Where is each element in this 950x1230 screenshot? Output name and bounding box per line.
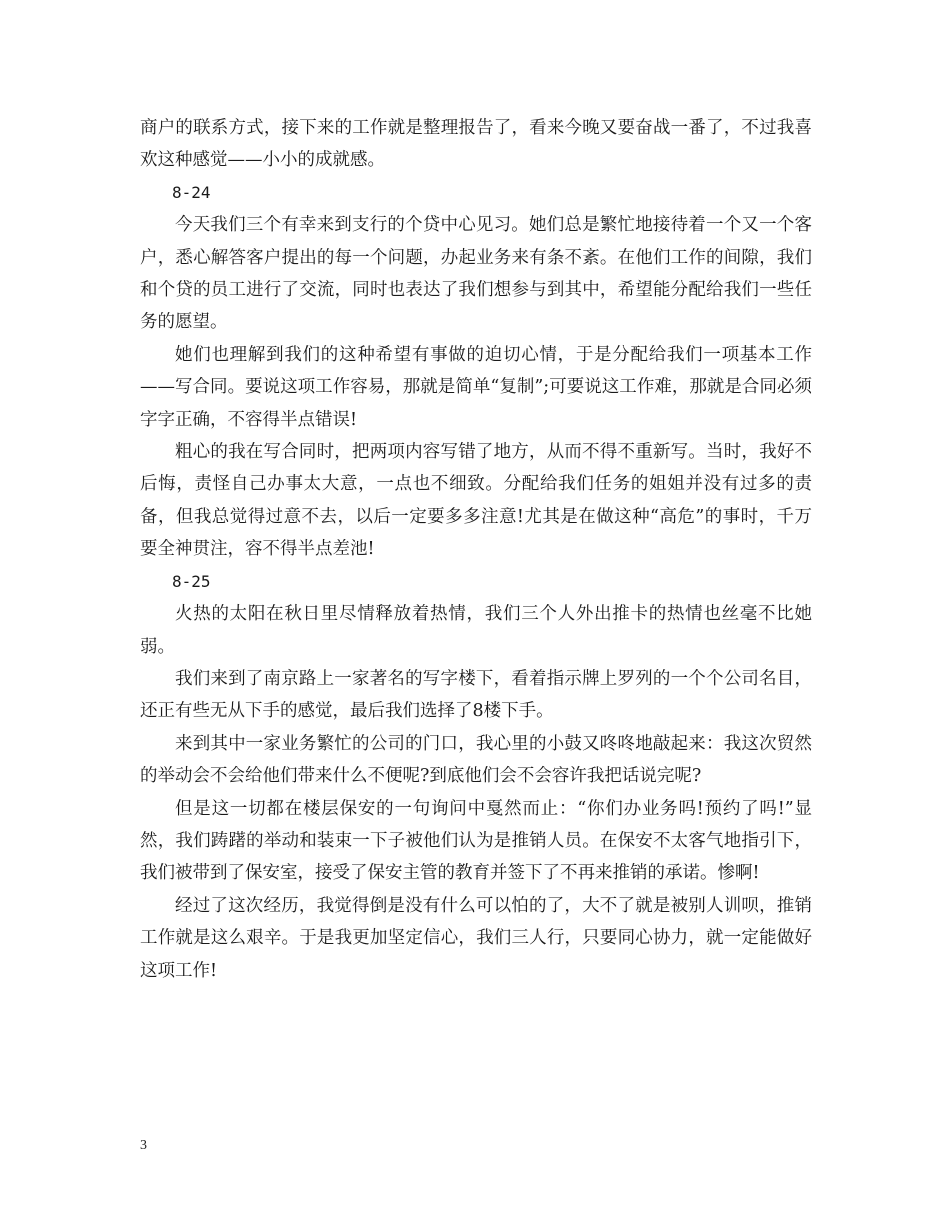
- page-number: 3: [140, 1138, 147, 1153]
- paragraph: 她们也理解到我们的这种希望有事做的迫切心情，于是分配给我们一项基本工作——写合同。要说这项工作容易，那就是简单“复制”;可要说这工作难，那就是合同必须字字正确，不容得半点错误!: [140, 344, 812, 430]
- date-heading: 8-25: [172, 571, 211, 591]
- document-body: [140, 112, 812, 987]
- paragraph: 但是这一切都在楼层保安的一句询问中戛然而止：“你们办业务吗!预约了吗!”显然，我们踌躇的举动和装束一下子被他们认为是推销人员。在保安不太客气地指引下，我们被带到了保安室，接受了保安主管的教育并签下了不再来推销的承诺。惨啊!: [140, 798, 812, 884]
- paragraph: 粗心的我在写合同时，把两项内容写错了地方，从而不得不重新写。当时，我好不后悔，责怪自己办事太大意，一点也不细致。分配给我们任务的姐姐并没有过多的责备，但我总觉得过意不去，以后一定要多多注意!尤其是在做这种“高危”的事时，千万要全神贯注，容不得半点差池!: [140, 442, 812, 560]
- date-heading: 8-24: [172, 182, 211, 202]
- paragraph: 今天我们三个有幸来到支行的个贷中心见习。她们总是繁忙地接待着一个又一个客户，悉心解答客户提出的每一个问题，办起业务来有条不紊。在他们工作的间隙，我们和个贷的员工进行了交流，同时也表达了我们想参与到其中，希望能分配给我们一些任务的愿望。: [140, 215, 812, 333]
- paragraph: 商户的联系方式，接下来的工作就是整理报告了，看来今晚又要奋战一番了，不过我喜欢这种感觉——小小的成就感。: [140, 118, 812, 171]
- paragraph: 我们来到了南京路上一家著名的写字楼下，看着指示牌上罗列的一个个公司名目，还正有些无从下手的感觉，最后我们选择了8楼下手。: [140, 668, 812, 722]
- paragraph: 来到其中一家业务繁忙的公司的门口，我心里的小鼓又咚咚地敲起来：我这次贸然的举动会不会给他们带来什么不便呢?到底他们会不会容许我把话说完呢?: [140, 733, 812, 787]
- paragraph: 经过了这次经历，我觉得倒是没有什么可以怕的了，大不了就是被别人训呗，推销工作就是这么艰辛。于是我更加坚定信心，我们三人行，只要同心协力，就一定能做好这项工作!: [140, 895, 812, 981]
- paragraph: 火热的太阳在秋日里尽情释放着热情，我们三个人外出推卡的热情也丝毫不比她弱。: [140, 604, 812, 657]
